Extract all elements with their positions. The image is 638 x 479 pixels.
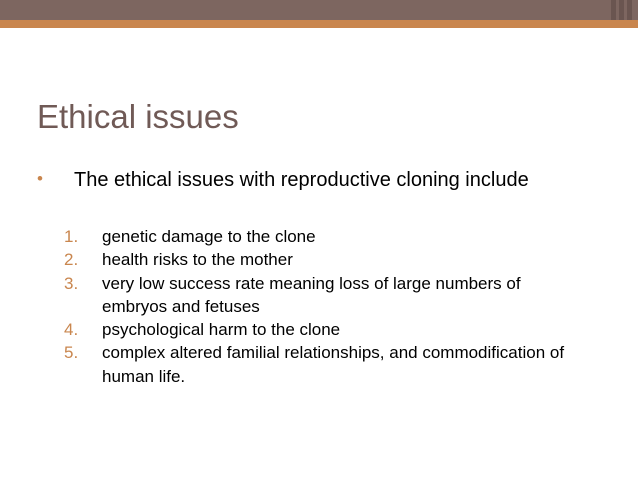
header-tab-mark [619, 0, 624, 20]
list-item [64, 248, 584, 271]
bullet-marker: • [37, 169, 43, 188]
list-item-text: very low success rate meaning loss of large numbers of embryos and fetuses [102, 273, 521, 316]
list-item [64, 318, 584, 341]
list-item [64, 341, 584, 388]
list-item-text: health risks to the mother [102, 250, 293, 270]
list-item [64, 225, 584, 248]
header-tab-mark [627, 0, 632, 20]
list-item-text: psychological harm to the clone [102, 320, 341, 340]
header-accent-stripe [0, 20, 638, 28]
list-number: 4. [64, 320, 79, 340]
header-tab-mark [611, 0, 616, 20]
list-item-text: complex altered familial relationships, and commodification of human life. [102, 343, 565, 386]
bullet-item [37, 166, 597, 195]
list-number: 5. [64, 343, 79, 363]
header-tab-marks [611, 0, 632, 20]
list-item [64, 272, 584, 319]
bullet-text: The ethical issues with reproductive cloning include [74, 169, 529, 191]
list-number: 3. [64, 273, 79, 293]
numbered-list [64, 225, 584, 388]
slide-title: Ethical issues [37, 98, 239, 135]
list-number: 1. [64, 227, 79, 246]
header-bar [0, 0, 638, 20]
list-number: 2. [64, 250, 79, 270]
list-item-text: genetic damage to the clone [102, 227, 316, 246]
